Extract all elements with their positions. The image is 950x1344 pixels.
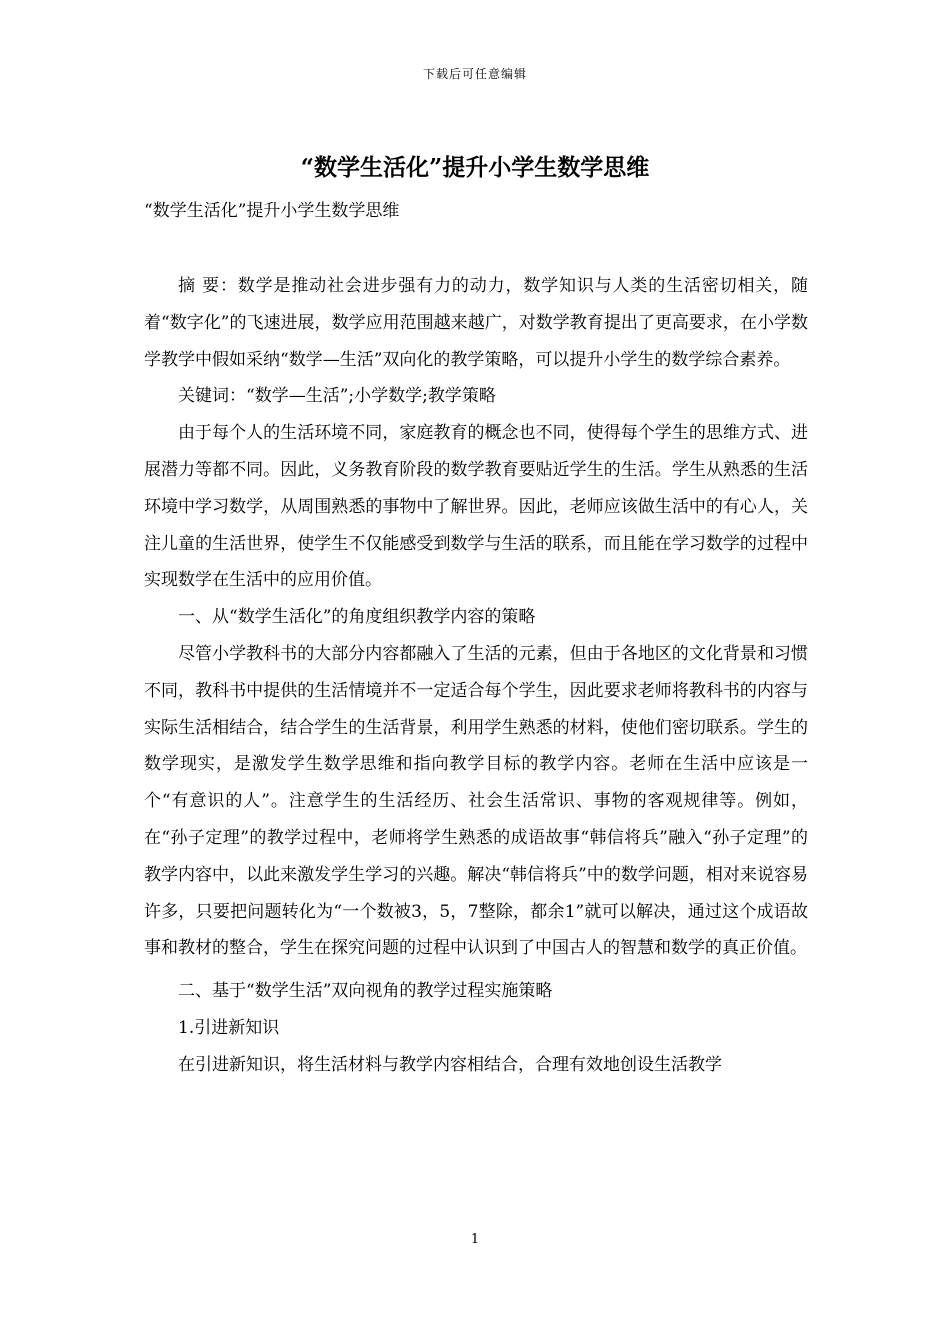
document-title: “数学生活化”提升小学生数学思维 <box>300 154 650 181</box>
page-number: 1 <box>470 1232 480 1247</box>
page-header-note: 下载后可任意编辑 <box>422 67 527 81</box>
section-heading: 二、基于“数学生活”双向视角的教学过程实施策略 <box>178 981 553 1002</box>
body-paragraph: 由于每个人的生活环境不同，家庭教育的概念也不同，使得每个学生的思维方式、进展潜力等都不同。因此，义务教育阶段的数学教育要贴近学生的生活。学生从熟悉的生活环境中学习数学，从周围熟悉的事物中了解世界。因此，老师应该做生活中的有心人，关注儿童的生活世界，使学生不仅能感受到数学与生活的联系，而且能在学习数学的过程中实现数学在生活中的应用价值。 <box>144 423 808 591</box>
keywords-paragraph: 关键词：“数学—生活”;小学数学;教学策略 <box>178 386 496 407</box>
body-paragraph: 在引进新知识，将生活材料与教学内容相结合，合理有效地创设生活教学 <box>178 1054 722 1075</box>
section-heading: 一、从“数学生活化”的角度组织教学内容的策略 <box>178 607 536 628</box>
subsection-heading: 1.引进新知识 <box>178 1017 280 1038</box>
body-paragraph: 尽管小学教科书的大部分内容都融入了生活的元素，但由于各地区的文化背景和习惯不同，教科书中提供的生活情境并不一定适合每个学生，因此要求老师将教科书的内容与实际生活相结合，结合学生的生活背景，利用学生熟悉的材料，使他们密切联系。学生的数学现实，是激发学生数学思维和指向教学目标的教学内容。老师在生活中应该是一个“有意识的人”。注意学生的生活经历、社会生活常识、事物的客观规律等。例如，在“孙子定理”的教学过程中，老师将学生熟悉的成语故事“韩信将兵”融入“孙子定理”的教学内容中，以此来激发学生学习的兴趣。解决“韩信将兵”中的数学问题，相对来说容易许多，只要把问题转化为“一个数被3，5，7整除，都余1”就可以解决，通过这个成语故事和教材的整合，学生在探究问题的过程中认识到了中国古人的智慧和数学的真正价值。 <box>144 643 808 959</box>
document-subtitle: “数学生活化”提升小学生数学思维 <box>144 201 400 221</box>
document-body <box>144 268 808 1084</box>
abstract-paragraph: 摘 要：数学是推动社会进步强有力的动力，数学知识与人类的生活密切相关，随着“数字化”的飞速进展，数学应用范围越来越广，对数学教育提出了更高要求，在小学数学教学中假如采纳“数学—生活”双向化的教学策略，可以提升小学生的数学综合素养。 <box>144 276 808 370</box>
